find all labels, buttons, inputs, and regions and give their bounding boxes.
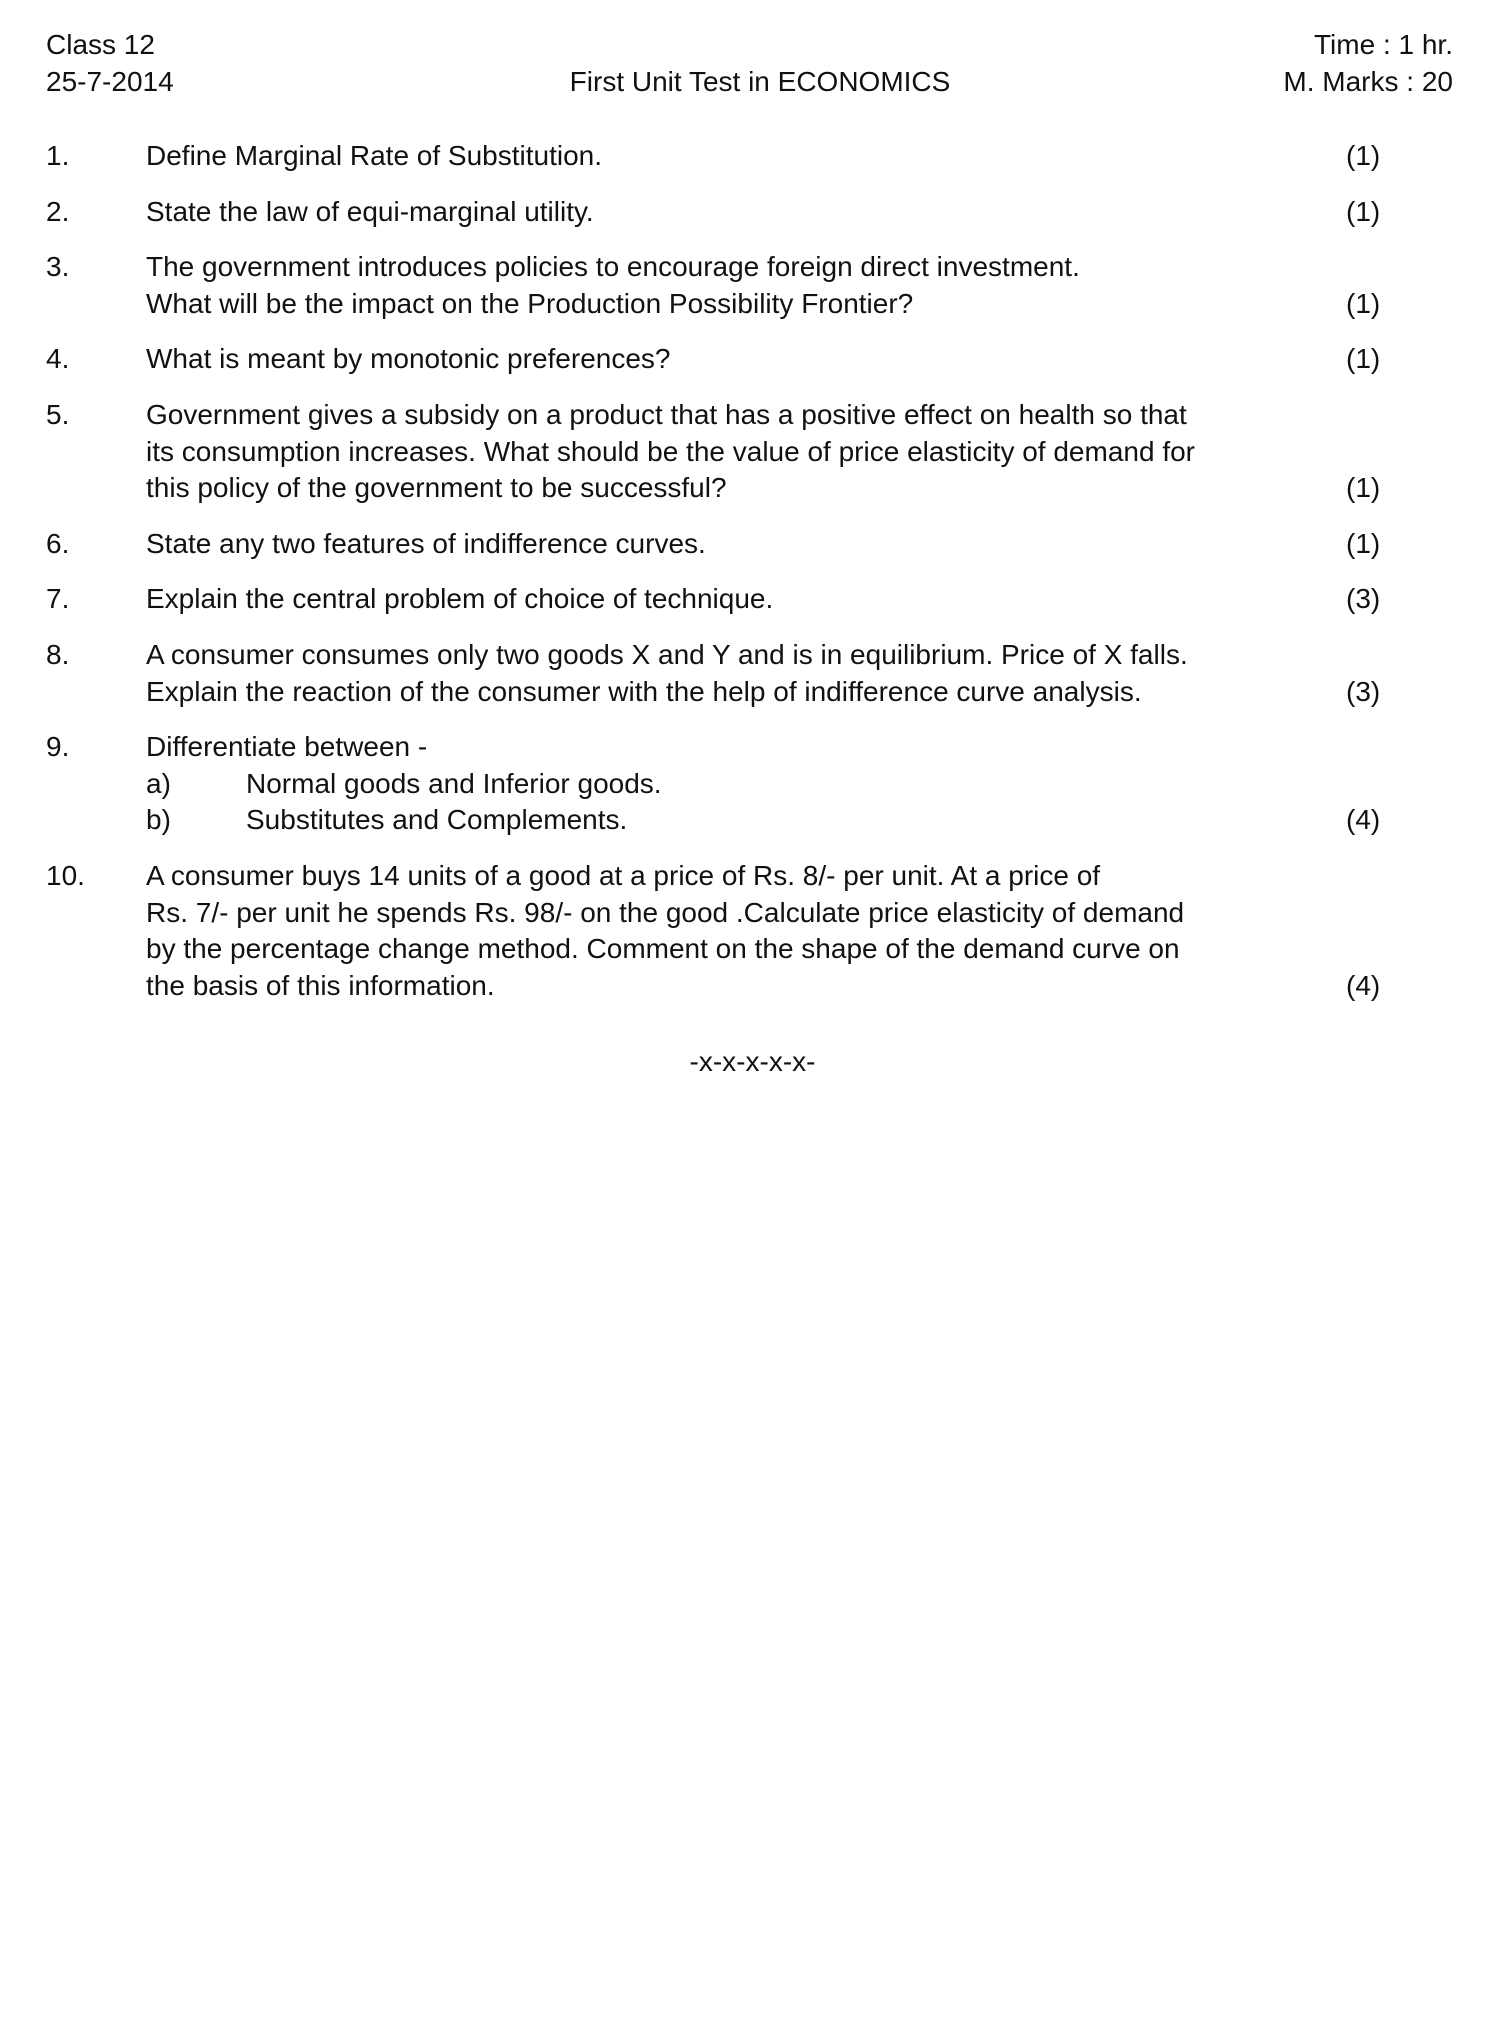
question-text <box>146 194 1346 231</box>
test-title: First Unit Test in ECONOMICS <box>569 66 951 97</box>
question-text <box>146 138 1346 175</box>
maximum-marks: M. Marks : 20 <box>1283 66 1453 97</box>
question-line: Differentiate between - <box>146 731 428 763</box>
question-text <box>146 526 1346 563</box>
question-text <box>146 729 1346 839</box>
header-right <box>1283 26 1453 100</box>
question-item <box>46 637 1406 710</box>
question-item <box>46 397 1406 507</box>
question-marks: (3) <box>1346 675 1381 707</box>
question-number: 9. <box>46 731 70 763</box>
question-line: by the percentage change method. Comment on the shape of the demand curve on <box>146 933 1180 965</box>
question-number: 8. <box>46 638 70 670</box>
question-marks: (4) <box>1346 804 1381 836</box>
question-marks: (1) <box>1346 472 1381 504</box>
question-item <box>46 858 1406 1004</box>
question-marks: (1) <box>1346 343 1381 375</box>
sub-question <box>146 802 1346 839</box>
question-text <box>146 249 1346 322</box>
question-item <box>46 194 1406 231</box>
question-line: this policy of the government to be successful? <box>146 472 727 504</box>
sub-question <box>146 766 1346 803</box>
question-text <box>146 637 1346 710</box>
question-number: 7. <box>46 583 70 615</box>
question-line: Government gives a subsidy on a product that has a positive effect on health so that <box>146 398 1187 430</box>
sub-question-label: a) <box>146 767 171 799</box>
question-text <box>146 581 1346 618</box>
question-marks: (1) <box>1346 140 1381 171</box>
question-marks: (1) <box>1346 287 1381 319</box>
question-marks: (3) <box>1346 583 1381 615</box>
question-item <box>46 526 1406 563</box>
question-line: What is meant by monotonic preferences? <box>146 343 671 375</box>
question-text <box>146 397 1346 507</box>
question-number: 2. <box>46 195 70 227</box>
question-item <box>46 729 1406 839</box>
test-date: 25-7-2014 <box>46 66 174 97</box>
question-marks: (1) <box>1346 527 1381 559</box>
sub-question-text: Normal goods and Inferior goods. <box>246 767 662 799</box>
question-item <box>46 341 1406 378</box>
question-item <box>46 249 1406 322</box>
question-line: Rs. 7/- per unit he spends Rs. 98/- on the good .Calculate price elasticity of demand <box>146 896 1185 928</box>
question-marks: (4) <box>1346 969 1381 1001</box>
question-line: its consumption increases. What should be the value of price elasticity of demand for <box>146 435 1195 467</box>
question-number: 6. <box>46 527 70 559</box>
question-number: 1. <box>46 140 70 171</box>
question-number: 3. <box>46 251 70 283</box>
question-line: Define Marginal Rate of Substitution. <box>146 140 603 171</box>
end-of-paper-mark: -x-x-x-x-x- <box>689 1046 816 1077</box>
question-line: State the law of equi-marginal utility. <box>146 195 594 227</box>
question-line: State any two features of indifference curves. <box>146 527 706 559</box>
question-line: What will be the impact on the Production Possibility Frontier? <box>146 287 914 319</box>
question-marks: (1) <box>1346 195 1381 227</box>
question-text <box>146 341 1346 378</box>
question-item <box>46 138 1406 175</box>
question-item <box>46 581 1406 618</box>
question-line: A consumer consumes only two goods X and Y and is in equilibrium. Price of X falls. <box>146 638 1188 670</box>
question-number: 4. <box>46 343 70 375</box>
question-line: Explain the reaction of the consumer with the help of indifference curve analysis. <box>146 675 1142 707</box>
question-line: the basis of this information. <box>146 969 495 1001</box>
sub-question-text: Substitutes and Complements. <box>246 804 628 836</box>
question-line: Explain the central problem of choice of technique. <box>146 583 774 615</box>
question-number: 10. <box>46 859 85 891</box>
question-line: The government introduces policies to encourage foreign direct investment. <box>146 251 1080 283</box>
question-text <box>146 858 1346 1004</box>
time-allowed: Time : 1 hr. <box>1313 29 1453 60</box>
sub-question-label: b) <box>146 804 171 836</box>
question-number: 5. <box>46 398 70 430</box>
class-label: Class 12 <box>46 29 155 60</box>
question-list <box>46 138 1406 1023</box>
question-line: A consumer buys 14 units of a good at a price of Rs. 8/- per unit. At a price of <box>146 859 1101 891</box>
